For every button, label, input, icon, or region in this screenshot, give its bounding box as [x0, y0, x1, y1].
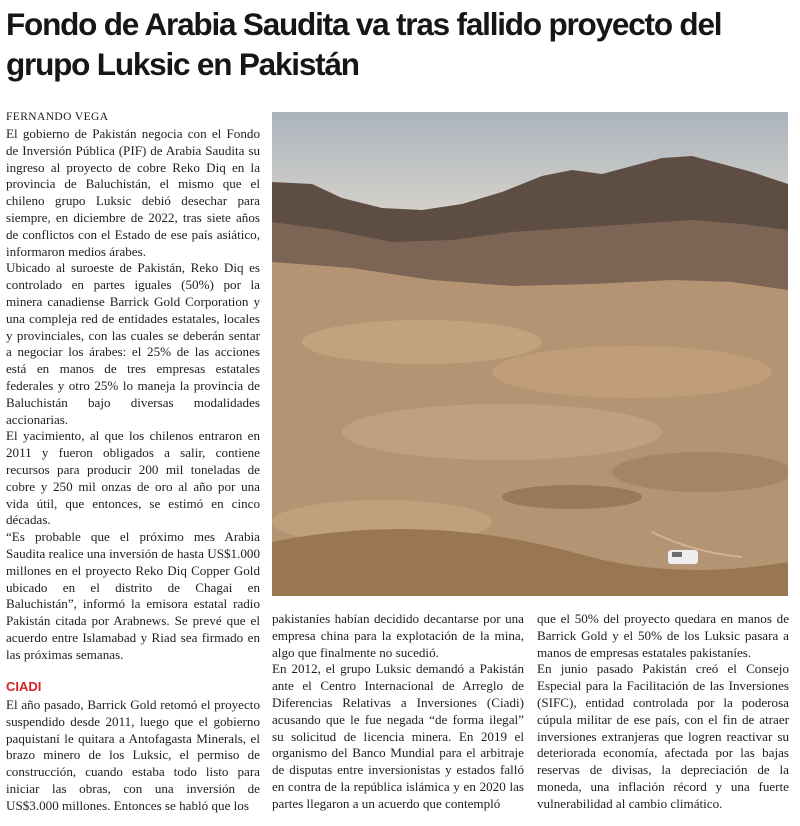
headline: Fondo de Arabia Saudita va tras fallido proyecto del grupo Luksic en Pakistán	[6, 6, 722, 82]
paragraph: El año pasado, Barrick Gold retomó el proyecto suspendido desde 2011, luego que el gobierno paquistaní le quitara a Antofagasta Minerals, el brazo minero de los Luksic, el permiso de construcción, cuando estaba todo listo para iniciar las obras, con una inversión de US$3.000 millones. Entonces se habló que los	[6, 697, 260, 813]
desert-landscape-photo	[272, 112, 788, 596]
paragraph: El yacimiento, al que los chilenos entraron en 2011 y fueron obligados a salir, contiene recursos para producir 200 mil toneladas de cobre y 250 mil onzas de oro al año por una vida útil, que entonces, se estimó en cinco décadas.	[6, 428, 260, 528]
column-1-continued	[6, 697, 260, 815]
section-subhead: CIADI	[6, 679, 42, 694]
column-3	[537, 611, 789, 813]
paragraph: “Es probable que el próximo mes Arabia Saudita realice una inversión de hasta US$1.000 millones en el proyecto Reko Diq Copper Gold ubicado en el distrito de Chagai en Baluchistán”, informó la emisora estatal radio Pakistán citada por Arabnews. Se prevé que el acuerdo entre Islamabad y Riad sea firmado en las próximas semanas.	[6, 529, 260, 662]
desert-landscape-illustration	[272, 112, 788, 596]
paragraph: En junio pasado Pakistán creó el Consejo Especial para la Facilitación de las Inversiones (SIFC), entidad controlada por la poderosa cúpula militar de ese país, con el fin de atraer inversiones extranjeras que logren reactivar su deteriorada economía, afectada por las bajas reservas de divisas, la depreciación de la moneda, una inflación récord y una fuerte vulnerabilidad al cambio climático.	[537, 661, 789, 811]
paragraph: que el 50% del proyecto quedara en manos de Barrick Gold y el 50% de los Luksic pasara a manos de empresas estatales pakistaníes.	[537, 611, 789, 660]
column-1	[6, 126, 260, 664]
column-2	[272, 611, 524, 813]
byline: FERNANDO VEGA	[6, 111, 109, 123]
paragraph: El gobierno de Pakistán negocia con el Fondo de Inversión Pública (PIF) de Arabia Saudita su ingreso al proyecto de cobre Reko Diq en la provincia de Baluchistán, el mismo que el chileno grupo Luksic debió desechar para siempre, en diciembre de 2022, tras siete años de conflictos con el Estado de ese país asiático, informaron medios árabes.	[6, 126, 260, 259]
paragraph: pakistaníes habían decidido decantarse por una empresa china para la explotación de la mina, algo que finalmente no sucedió.	[272, 611, 524, 660]
paragraph: Ubicado al suroeste de Pakistán, Reko Diq es controlado en partes iguales (50%) por la minera canadiense Barrick Gold Corporation y una compleja red de entidades estatales, locales y provinciales, con las cuales se deberán sentar a negociar los árabes: el 25% de las acciones está en manos de tres empresas estatales federales y otro 25% lo maneja la provincia de Baluchistán bajo diversas modalidades accionarias.	[6, 260, 260, 427]
paragraph: En 2012, el grupo Luksic demandó a Pakistán ante el Centro Internacional de Arreglo de Diferencias Relativas a Inversiones (Ciadi) acusando que le fue negada “de forma ilegal” su solicitud de licencia minera. En 2019 el organismo del Banco Mundial para el arbitraje de disputas entre inversionistas y estados falló en contra de la república islámica y en 2020 las partes llegaron a un acuerdo que contempló	[272, 661, 524, 811]
